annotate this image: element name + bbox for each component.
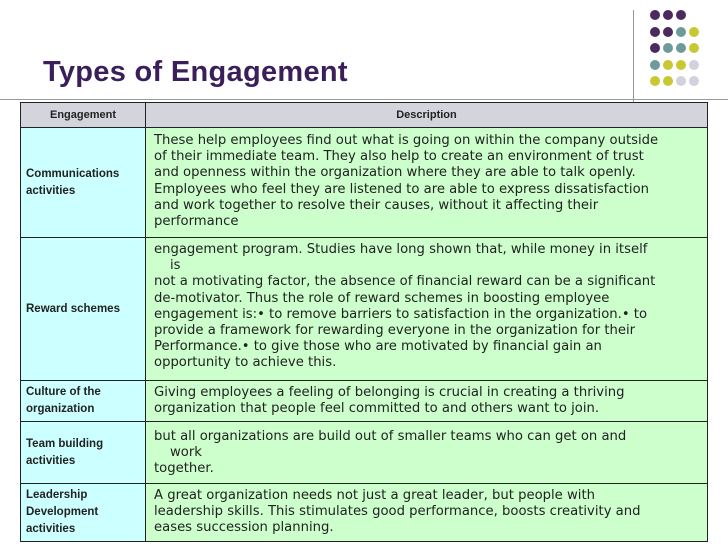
table-row-culture <box>21 381 708 422</box>
desc-line: These help employees find out what is going on within the company outside <box>154 133 659 148</box>
desc-line: leadership skills. This stimulates good performance, boosts creativity and <box>154 504 641 520</box>
row-description-culture <box>146 381 708 422</box>
table-row-team-building <box>21 422 708 484</box>
decorative-dot <box>676 10 686 20</box>
header-engagement: Engagement <box>21 103 146 128</box>
desc-line: performance <box>154 214 239 230</box>
desc-line: opportunity to achieve this. <box>154 355 337 371</box>
table-header-row <box>21 103 708 128</box>
decorative-dot <box>689 76 699 86</box>
table-row-communications <box>21 128 708 238</box>
desc-line: Performance.• to give those who are motivated by financial gain an <box>154 339 602 355</box>
desc-line: A great organization needs not just a great leader, but people with <box>154 488 595 503</box>
decorative-dot <box>689 43 699 53</box>
decorative-dot <box>676 60 686 70</box>
desc-line: not a motivating factor, the absence of financial reward can be a significant <box>154 274 656 290</box>
row-description-communications <box>146 128 708 238</box>
row-name-communications: Communications activities <box>21 128 146 238</box>
decorative-dot <box>663 60 673 70</box>
row-name-team-building: Team building activities <box>21 422 146 484</box>
desc-line: and openness within the organization where they are able to talk openly. <box>154 165 636 181</box>
row-name-leadership: Leadership Development activities <box>21 484 146 542</box>
decorative-dot <box>650 27 660 37</box>
desc-line: but all organizations are build out of smaller teams who can get on and <box>154 429 627 444</box>
desc-line: and work together to resolve their causes, without it affecting their <box>154 197 599 213</box>
decorative-dot <box>689 60 699 70</box>
decorative-dot <box>676 43 686 53</box>
row-description-reward <box>146 238 708 381</box>
desc-line: Giving employees a feeling of belonging is crucial in creating a thriving <box>154 385 625 400</box>
desc-line: engagement is:• to remove barriers to satisfaction in the organization.• to <box>154 306 648 322</box>
desc-line: Employees who feel they are listened to are able to express dissatisfaction <box>154 181 650 197</box>
desc-line: work <box>170 445 202 461</box>
decorative-dot <box>650 60 660 70</box>
decorative-horizontal-rule <box>0 99 728 100</box>
row-name-culture: Culture of the organization <box>21 381 146 422</box>
decorative-dot <box>663 43 673 53</box>
engagement-table <box>20 102 708 542</box>
decorative-dot <box>676 27 686 37</box>
desc-line: engagement program. Studies have long shown that, while money in itself <box>154 242 648 257</box>
decorative-dot <box>663 10 673 20</box>
desc-line: is <box>170 258 181 274</box>
decorative-dot <box>676 76 686 86</box>
desc-line: organization that people feel committed to and others want to join. <box>154 401 600 417</box>
desc-line: de-motivator. Thus the role of reward schemes in boosting employee <box>154 290 610 306</box>
table-row-reward <box>21 238 708 381</box>
decorative-dot <box>650 43 660 53</box>
row-description-leadership <box>146 484 708 542</box>
row-name-reward: Reward schemes <box>21 238 146 381</box>
decorative-dot <box>663 76 673 86</box>
desc-line: eases succession planning. <box>154 520 334 536</box>
slide-title: Types of Engagement <box>43 56 348 88</box>
decorative-dot <box>650 10 660 20</box>
decorative-dot <box>663 27 673 37</box>
row-description-team-building <box>146 422 708 484</box>
desc-line: provide a framework for rewarding everyone in the organization for their <box>154 323 636 339</box>
desc-line: together. <box>154 461 214 477</box>
header-description: Description <box>146 103 708 128</box>
decorative-dot <box>689 27 699 37</box>
table-row-leadership <box>21 484 708 542</box>
desc-line: of their immediate team. They also help to create an environment of trust <box>154 149 644 165</box>
decorative-dot <box>650 76 660 86</box>
